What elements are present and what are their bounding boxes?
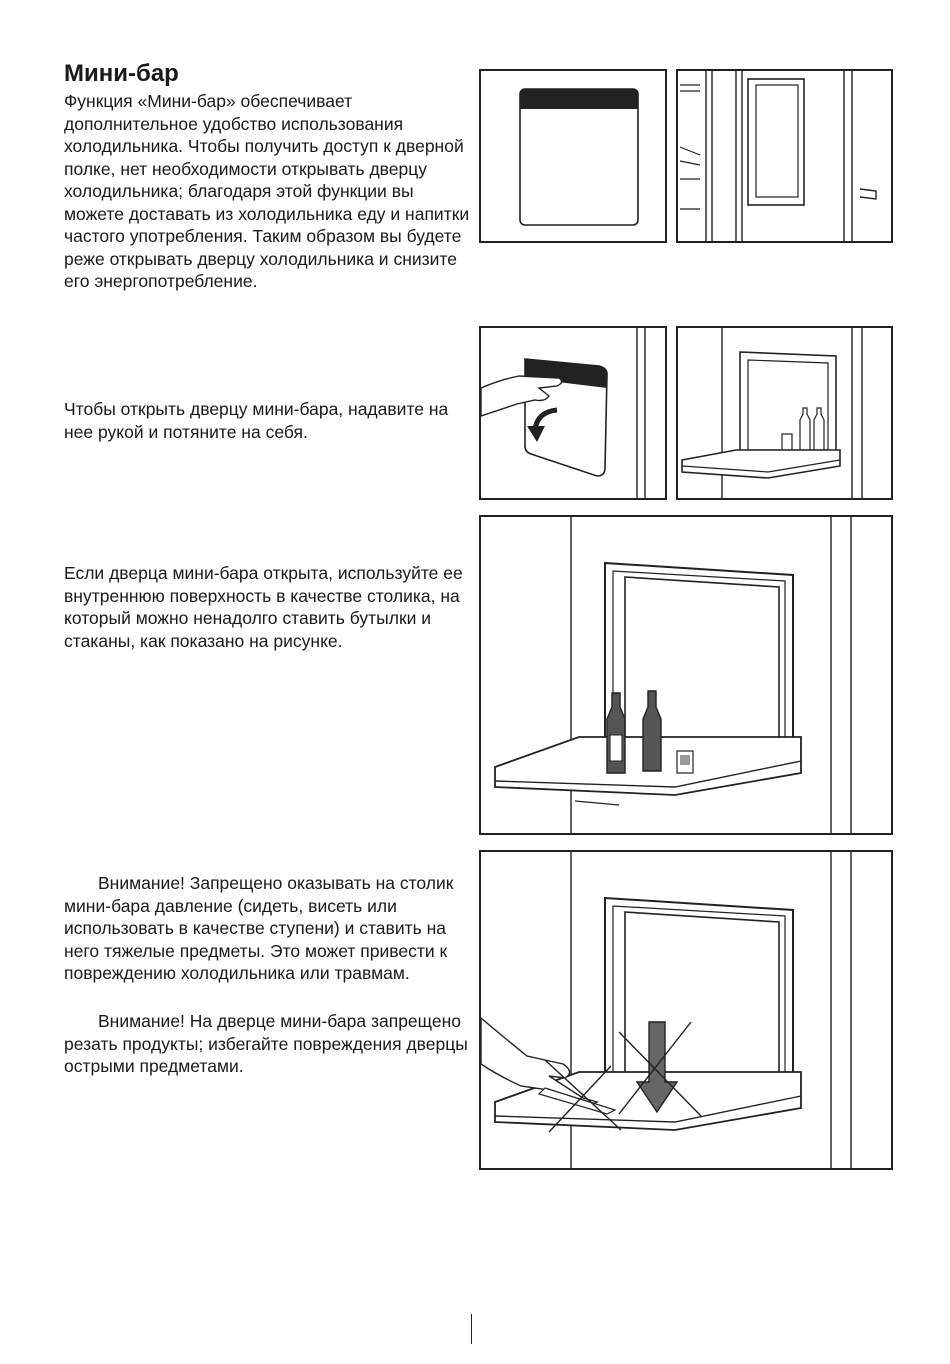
prohibited-actions-illustration <box>479 850 893 1170</box>
closed-minibar-illustration <box>479 69 667 243</box>
opened-minibar-illustration <box>676 326 893 500</box>
door-as-table-illustration <box>479 515 893 835</box>
table-use-paragraph: Если дверца мини-бара открыта, используйте ее внутреннюю поверхность в качестве столика, на который можно ненадолго ставить бутылки и стаканы, как показано на рисунке. <box>64 563 463 651</box>
section-title: Мини-бар <box>64 60 179 87</box>
fridge-side-illustration <box>676 69 893 243</box>
warning-cutting-paragraph: Внимание! На дверце мини-бара запрещено резать продукты; избегайте повреждения дверцы острыми предметами. <box>64 1011 468 1076</box>
open-door-paragraph: Чтобы открыть дверцу мини-бара, надавите на нее рукой и потяните на себя. <box>64 399 449 442</box>
open-door-hand-illustration <box>479 326 667 500</box>
page-marker <box>471 1314 472 1344</box>
intro-paragraph: Функция «Мини-бар» обеспечивает дополнительное удобство использования холодильника. Чтобы получить доступ к дверной полке, нет необходимости открывать дверцу холодильника; благодаря этой функции вы можете доставать из холодильника еду и напитки частого употребления. Таким образом вы будете реже открывать дверцу холодильника и снизите его энергопотребление. <box>64 91 470 291</box>
warning-pressure-paragraph: Внимание! Запрещено оказывать на столик мини-бара давление (сидеть, висеть или использовать в качестве ступени) и ставить на него тяжелые предметы. Это может привести к повреждению холодильника или травмам. <box>64 873 454 983</box>
